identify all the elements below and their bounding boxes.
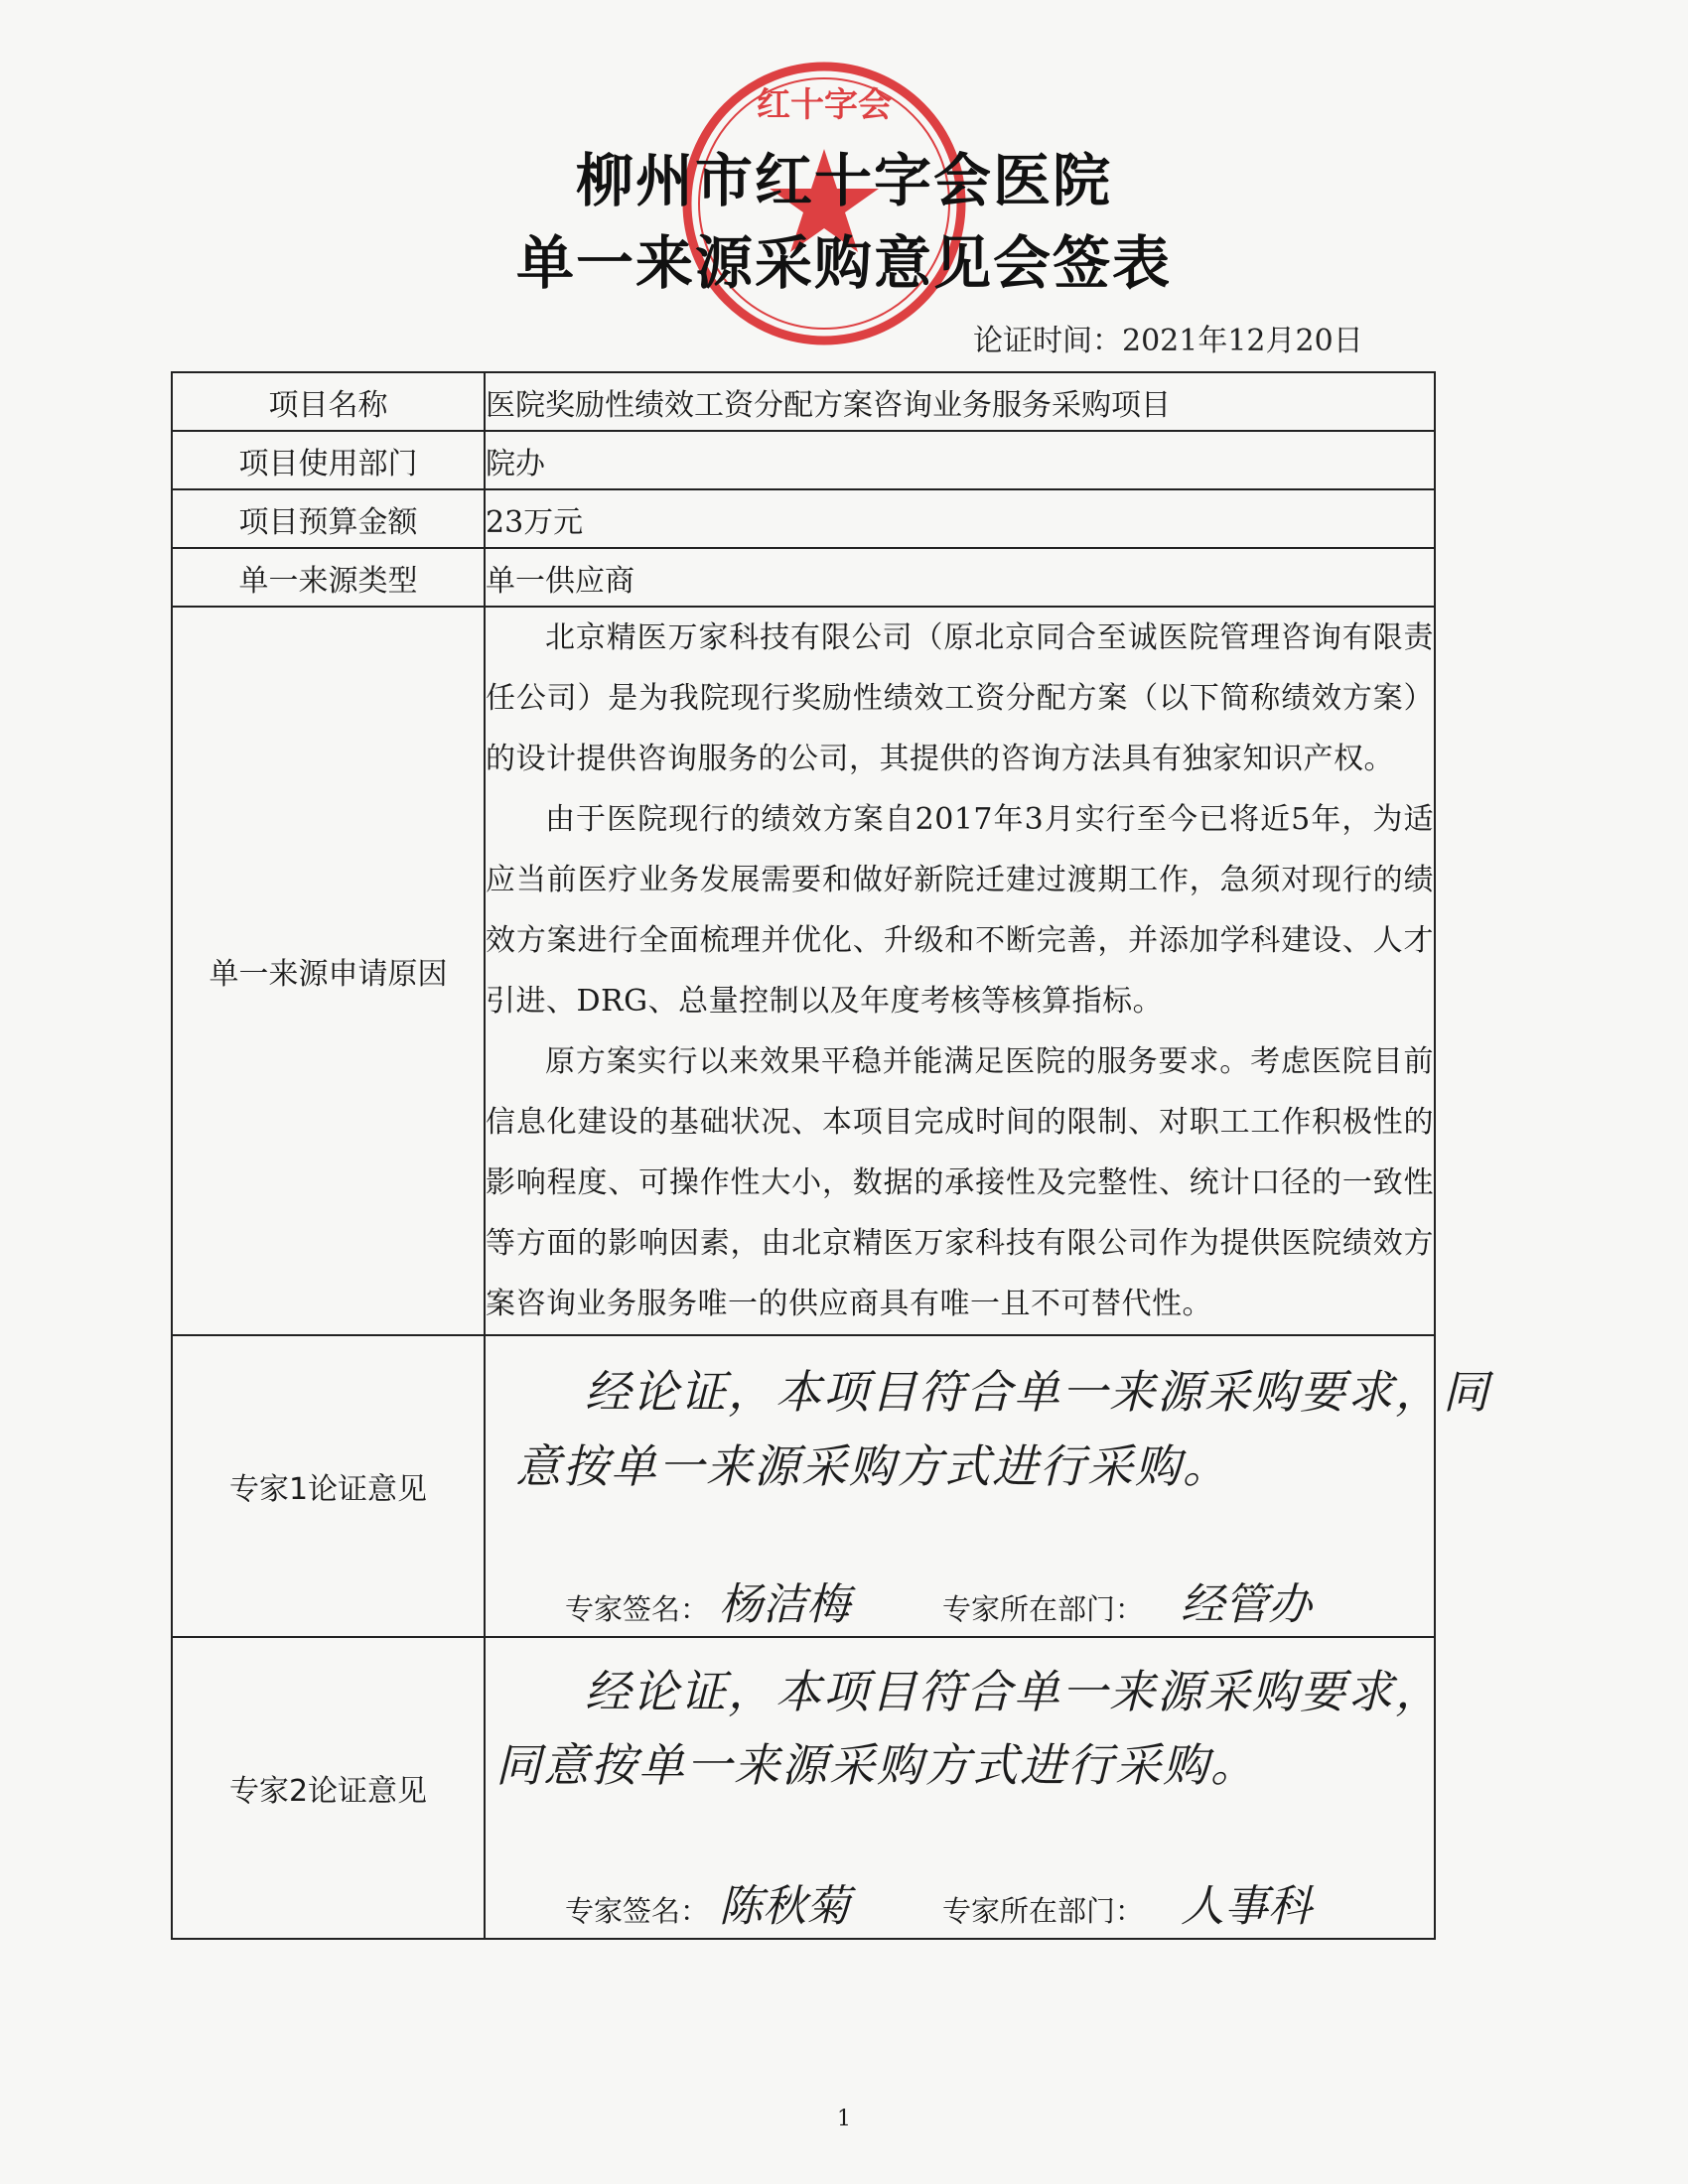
project-name-label: 项目名称 [172,372,485,431]
project-name-value: 医院奖励性绩效工资分配方案咨询业务服务采购项目 [485,372,1435,431]
expert1-dept-label: 专家所在部门： [942,1592,1145,1626]
expert2-dept-name: 人事科 [1181,1881,1312,1932]
department-label: 项目使用部门 [172,431,485,489]
expert1-opinion [485,1335,1490,1637]
expert2-sign-label: 专家签名： [565,1894,710,1928]
reason-text [485,607,1435,1335]
signoff-table [171,371,1490,1940]
argument-date: 论证时间：2021年12月20日 [973,324,1363,358]
page-title-line1: 柳州市红十字会医院 [575,147,1112,214]
table-row [172,607,1435,1335]
reason-paragraph: 由于医院现行的绩效方案自2017年3月实行至今已将近5年，为适应当前医疗业务发展需要和做好新院迁建过渡期工作，急须对现行的绩效方案进行全面梳理并优化、升级和不断完善，并添加学科建设、人才引进、DRG、总量控制以及年度考核等核算指标。 [486,802,1434,1019]
expert2-label: 专家2论证意见 [172,1637,485,1939]
reason-paragraph: 北京精医万家科技有限公司（原北京同合至诚医院管理咨询有限责任公司）是为我院现行奖励性绩效工资分配方案（以下简称绩效方案）的设计提供咨询服务的公司，其提供的咨询方法具有独家知识产权。 [486,620,1434,776]
expert1-sign-label: 专家签名： [565,1592,710,1626]
reason-label: 单一来源申请原因 [172,607,485,1335]
expert1-label: 专家1论证意见 [172,1335,485,1637]
expert1-dept-name: 经管办 [1181,1579,1312,1630]
budget-value: 23万元 [485,489,1435,548]
expert1-signature: 杨洁梅 [719,1579,850,1630]
seal-text: 红十字会 [757,85,892,125]
expert2-dept-label: 专家所在部门： [942,1894,1145,1928]
table-row [172,431,1435,489]
expert2-handwriting-line2: 同意按单一来源采购方式进行采购。 [495,1738,1258,1792]
source-type-label: 单一来源类型 [172,548,485,607]
table-row [172,372,1435,431]
budget-label: 项目预算金额 [172,489,485,548]
table-row [172,1335,1435,1637]
table-row [172,489,1435,548]
page-number: 1 [837,2107,851,2131]
page-title-line2: 单一来源采购意见会签表 [515,229,1172,297]
source-type-value: 单一供应商 [485,548,1435,607]
expert2-signature: 陈秋菊 [719,1881,850,1932]
department-value: 院办 [485,431,1435,489]
table-row [172,1637,1435,1939]
reason-paragraph: 原方案实行以来效果平稳并能满足医院的服务要求。考虑医院目前信息化建设的基础状况、本项目完成时间的限制、对职工工作积极性的影响程度、可操作性大小，数据的承接性及完整性、统计口径的一致性等方面的影响因素，由北京精医万家科技有限公司作为提供医院绩效方案咨询业务服务唯一的供应商具有唯一且不可替代性。 [486,1044,1434,1321]
expert2-handwriting-line1: 经论证，本项目符合单一来源采购要求， [585,1665,1443,1718]
table-row [172,548,1435,607]
expert1-handwriting-line1: 经论证，本项目符合单一来源采购要求，同 [585,1365,1490,1419]
expert1-handwriting-line2: 意按单一来源采购方式进行采购。 [515,1439,1230,1493]
expert2-opinion [485,1637,1443,1939]
